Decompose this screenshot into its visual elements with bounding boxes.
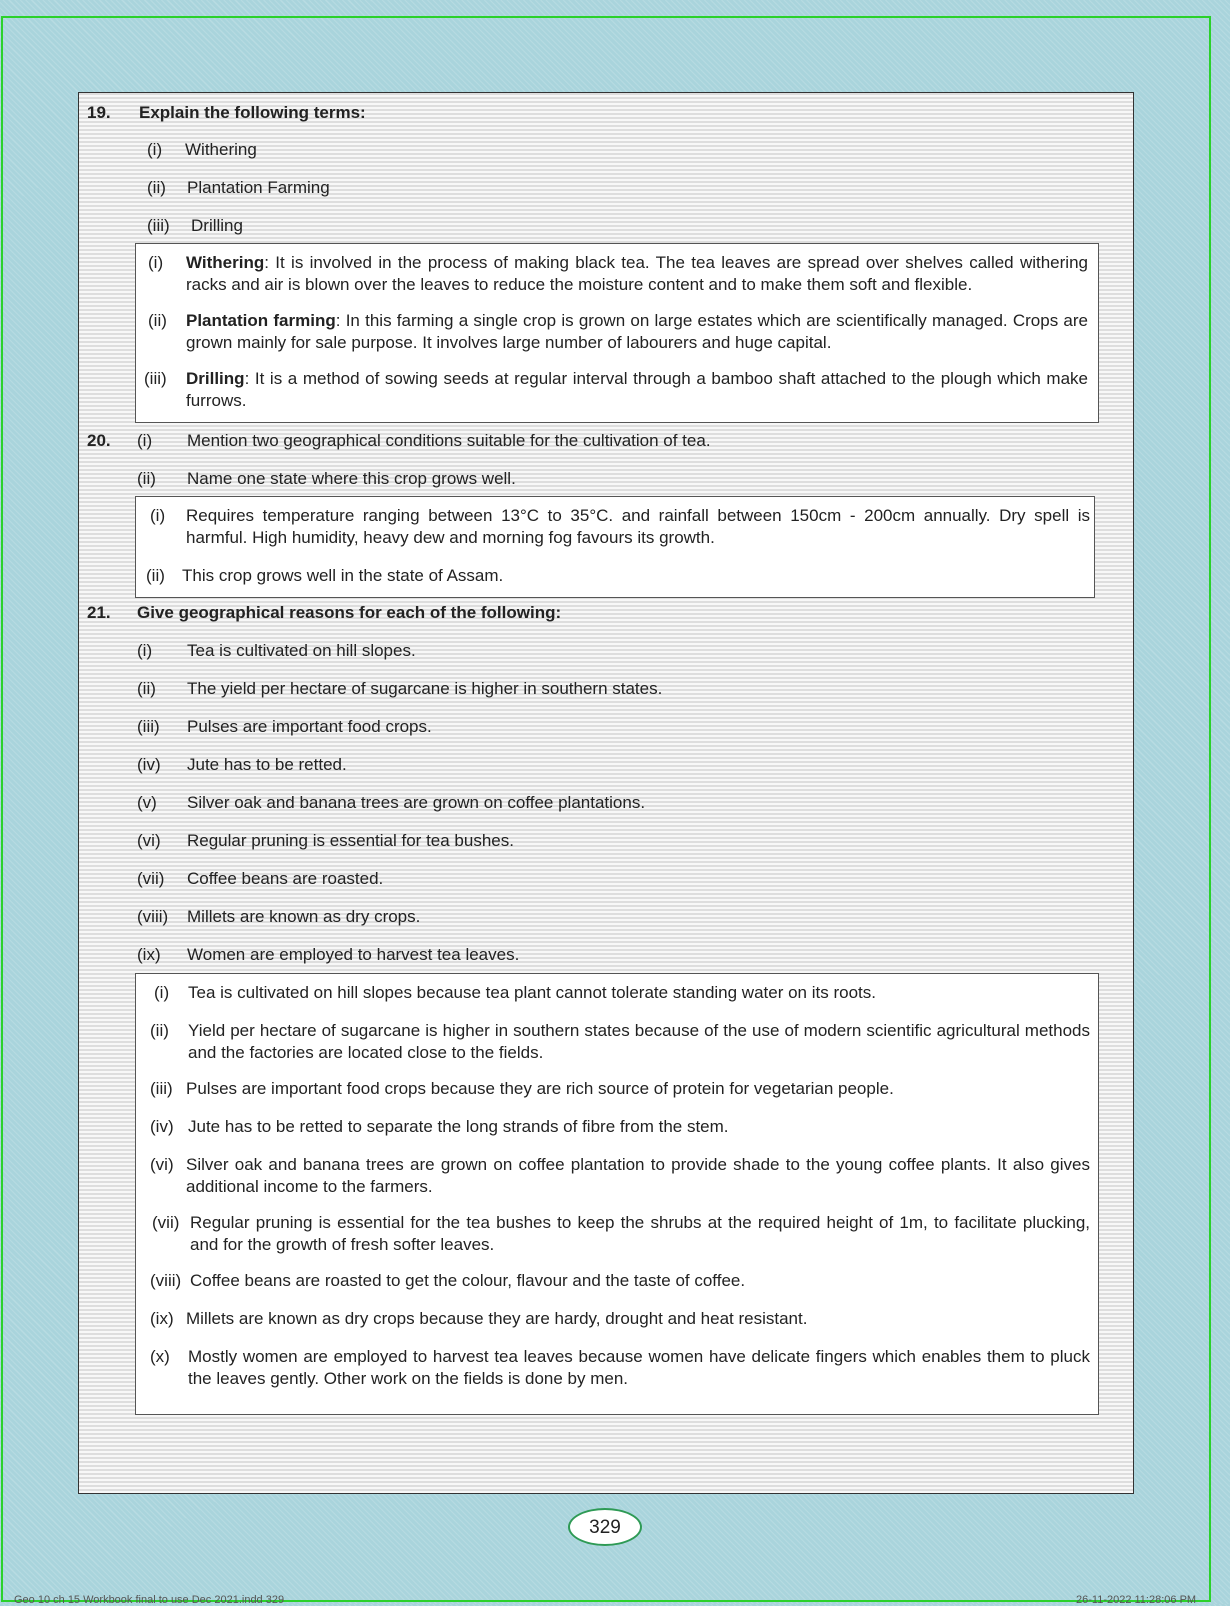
answer-item xyxy=(150,1020,1090,1064)
item-roman: (iii) xyxy=(147,216,170,235)
item-roman: (ii) xyxy=(147,178,166,197)
answer-roman: (iii) xyxy=(150,1079,173,1098)
item-text: Pulses are important food crops. xyxy=(187,717,432,736)
answer-box xyxy=(135,496,1095,598)
item-text: Withering xyxy=(185,140,257,159)
answer-text: Millets are known as dry crops because they are hardy, drought and heat resistant. xyxy=(186,1309,808,1328)
item-roman: (vii) xyxy=(137,869,165,888)
item-text: Tea is cultivated on hill slopes. xyxy=(187,641,416,660)
answer-roman: (i) xyxy=(150,506,166,525)
answer-roman: (ii) xyxy=(150,1021,169,1040)
item-roman: (i) xyxy=(147,140,163,159)
answer-roman: (vii) xyxy=(152,1213,180,1232)
item-roman: (ii) xyxy=(137,469,156,488)
item-roman: (iv) xyxy=(137,755,161,774)
answer-roman: (i) xyxy=(154,983,170,1002)
answer-roman: (i) xyxy=(148,253,164,272)
answer-box xyxy=(135,243,1099,423)
answer-item xyxy=(148,252,1088,296)
answer-item xyxy=(152,1212,1090,1256)
answer-text: : It is involved in the process of making black tea. The tea leaves are spread over shelves called withering racks and air is blown over the leaves to reduce the moisture content and to make them soft and flexible. xyxy=(186,253,1088,294)
question-number: 20. xyxy=(87,431,111,450)
answer-text: Tea is cultivated on hill slopes because tea plant cannot tolerate standing water on its roots. xyxy=(188,983,876,1002)
answer-text: Requires temperature ranging between 13°C to 35°C. and rainfall between 150cm - 200cm annually. Dry spell is harmful. High humidity, heavy dew and morning fog favours its growth. xyxy=(186,506,1090,547)
item-roman: (iii) xyxy=(137,717,160,736)
answer-text: Yield per hectare of sugarcane is higher in southern states because of the use of modern scientific agricultural methods and the factories are located close to the fields. xyxy=(188,1021,1090,1062)
item-roman: (vi) xyxy=(137,831,161,850)
item-roman: (viii) xyxy=(137,907,169,926)
answer-roman: (x) xyxy=(150,1347,170,1366)
answer-roman: (vi) xyxy=(150,1155,174,1174)
answer-text: This crop grows well in the state of Assam. xyxy=(182,566,504,585)
answer-roman: (ii) xyxy=(148,311,167,330)
answer-text: Coffee beans are roasted to get the colour, flavour and the taste of coffee. xyxy=(190,1271,746,1290)
item-text: Regular pruning is essential for tea bushes. xyxy=(187,831,514,850)
question-title: Give geographical reasons for each of the following: xyxy=(137,603,562,622)
answer-item xyxy=(154,982,1090,1004)
answer-term: Plantation farming xyxy=(186,311,336,330)
item-roman: (ii) xyxy=(137,679,156,698)
answer-roman: (iii) xyxy=(144,369,167,388)
item-text: Women are employed to harvest tea leaves. xyxy=(187,945,520,964)
footer-file-name: Geo 10 ch 15 Workbook final to use Dec 2021.indd 329 xyxy=(14,1594,285,1606)
worksheet-page xyxy=(78,92,1134,1494)
answer-item xyxy=(150,1270,1090,1292)
answer-roman: (ii) xyxy=(146,566,165,585)
answer-item xyxy=(150,1078,1090,1100)
question-number: 19. xyxy=(87,103,111,122)
item-roman: (v) xyxy=(137,793,157,812)
answer-roman: (ix) xyxy=(150,1309,174,1328)
item-text: Jute has to be retted. xyxy=(187,755,347,774)
answer-term: Withering xyxy=(186,253,265,272)
answer-text: Regular pruning is essential for the tea bushes to keep the shrubs at the required height of 1m, to facilitate plucking, and for the growth of fresh softer leaves. xyxy=(190,1213,1090,1254)
answer-item xyxy=(150,1346,1090,1390)
answer-text: Pulses are important food crops because they are rich source of protein for vegetarian people. xyxy=(186,1079,894,1098)
item-roman: (ix) xyxy=(137,945,161,964)
answer-roman: (iv) xyxy=(150,1117,174,1136)
item-roman: (i) xyxy=(137,641,153,660)
answer-text: : In this farming a single crop is grown on large estates which are scientifically managed. Crops are grown mainly for sale purpose. It involves large number of labourers and huge capital. xyxy=(186,311,1089,352)
page-number: 329 xyxy=(568,1508,642,1546)
answer-item xyxy=(150,505,1090,549)
item-text: Coffee beans are roasted. xyxy=(187,869,384,888)
answer-roman: (viii) xyxy=(150,1271,182,1290)
answer-text: Mostly women are employed to harvest tea leaves because women have delicate fingers which enables them to pluck the leaves gently. Other work on the fields is done by men. xyxy=(188,1347,1090,1388)
answer-item xyxy=(148,310,1088,354)
answer-term: Drilling xyxy=(186,369,245,388)
answer-item xyxy=(146,565,1086,587)
answer-item xyxy=(150,1116,1090,1138)
item-roman: (i) xyxy=(137,431,153,450)
item-text: Millets are known as dry crops. xyxy=(187,907,421,926)
item-text: Name one state where this crop grows well. xyxy=(187,469,516,488)
question-title: Explain the following terms: xyxy=(139,103,366,122)
item-text: Drilling xyxy=(191,216,243,235)
answer-item xyxy=(150,1308,1090,1330)
item-text: Silver oak and banana trees are grown on coffee plantations. xyxy=(187,793,646,812)
answer-item xyxy=(150,1154,1090,1198)
answer-text: : It is a method of sowing seeds at regular interval through a bamboo shaft attached to the plough which make furrows. xyxy=(186,369,1088,410)
item-text: Plantation Farming xyxy=(187,178,330,197)
answer-item xyxy=(144,368,1088,412)
footer-timestamp: 26-11-2022 11:28:06 PM xyxy=(1076,1594,1197,1606)
answer-text: Jute has to be retted to separate the long strands of fibre from the stem. xyxy=(188,1117,729,1136)
answer-text: Silver oak and banana trees are grown on coffee plantation to provide shade to the young coffee plants. It also gives additional income to the farmers. xyxy=(186,1155,1090,1196)
item-text: Mention two geographical conditions suitable for the cultivation of tea. xyxy=(187,431,711,450)
answer-box xyxy=(135,973,1099,1415)
item-text: The yield per hectare of sugarcane is higher in southern states. xyxy=(187,679,663,698)
question-number: 21. xyxy=(87,603,111,622)
